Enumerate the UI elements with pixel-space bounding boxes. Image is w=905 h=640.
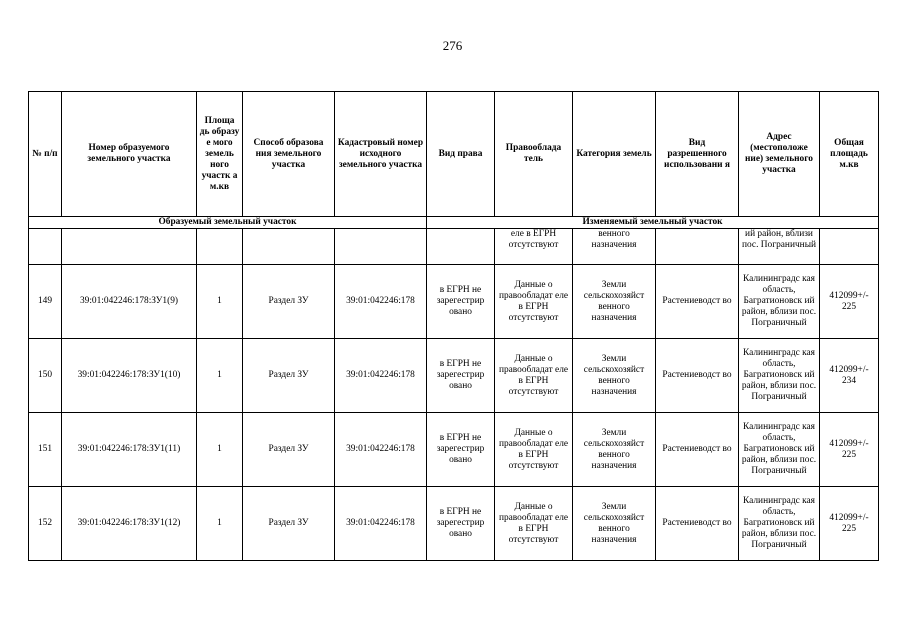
table-cell: 412099+/- 225 <box>820 487 879 561</box>
table-cell: 412099+/- 225 <box>820 265 879 339</box>
table-cell: 39:01:042246:178:ЗУ1(9) <box>62 265 197 339</box>
table-cell: Калининградс кая область, Багратионовск ий район, вблизи пос. Пограничный <box>739 487 820 561</box>
header-cell: Кадастровый номер исходного земельного участка <box>335 92 427 217</box>
section-label-formed: Образуемый земельный участок <box>29 217 427 229</box>
table-cell: Калининградс кая область, Багратионовск ий район, вблизи пос. Пограничный <box>739 339 820 413</box>
table-cell: 39:01:042246:178 <box>335 265 427 339</box>
table-cell: Раздел ЗУ <box>243 413 335 487</box>
table-cell: в ЕГРН не зарегестрир овано <box>427 339 495 413</box>
table-cell: Данные о правообладат еле в ЕГРН отсутствуют <box>495 339 573 413</box>
table-cell: Растениеводст во <box>656 487 739 561</box>
table-cell: в ЕГРН не зарегестрир овано <box>427 413 495 487</box>
table-cell: Растениеводст во <box>656 413 739 487</box>
header-cell: Номер образуемого земельного участка <box>62 92 197 217</box>
header-cell: Категория земель <box>573 92 656 217</box>
table-cell: в ЕГРН не зарегестрир овано <box>427 487 495 561</box>
header-cell: Вид права <box>427 92 495 217</box>
table-cell: 1 <box>197 265 243 339</box>
land-plots-table <box>28 91 879 561</box>
table-cell: Растениеводст во <box>656 265 739 339</box>
table-cell: Земли сельскохозяйст венного назначения <box>573 339 656 413</box>
table-cell: Раздел ЗУ <box>243 265 335 339</box>
continuation-row <box>29 229 879 265</box>
table-cell <box>335 229 427 265</box>
table-cell: 412099+/- 234 <box>820 339 879 413</box>
table-cell: венного назначения <box>573 229 656 265</box>
table-cell <box>427 229 495 265</box>
table-cell: 1 <box>197 339 243 413</box>
table-cell: Калининградс кая область, Багратионовск ий район, вблизи пос. Пограничный <box>739 413 820 487</box>
table-cell: 39:01:042246:178:ЗУ1(11) <box>62 413 197 487</box>
table-cell: 151 <box>29 413 62 487</box>
header-cell: Адрес (местоположе ние) земельного участка <box>739 92 820 217</box>
table-cell: Данные о правообладат еле в ЕГРН отсутствуют <box>495 413 573 487</box>
header-cell: Площа дь образу е мого земель ного участк а м.кв <box>197 92 243 217</box>
table-cell: 152 <box>29 487 62 561</box>
section-label-changed: Изменяемый земельный участок <box>427 217 879 229</box>
table-row <box>29 265 879 339</box>
table-cell: Калининградс кая область, Багратионовск ий район, вблизи пос. Пограничный <box>739 265 820 339</box>
table-cell: Раздел ЗУ <box>243 487 335 561</box>
header-cell: Способ образова ния земельного участка <box>243 92 335 217</box>
table-cell: 1 <box>197 487 243 561</box>
table-cell <box>243 229 335 265</box>
table-cell: в ЕГРН не зарегестрир овано <box>427 265 495 339</box>
table-cell: Данные о правообладат еле в ЕГРН отсутствуют <box>495 487 573 561</box>
page-number: 276 <box>442 38 463 53</box>
table-cell: 39:01:042246:178 <box>335 487 427 561</box>
table-cell: Растениеводст во <box>656 339 739 413</box>
table-cell <box>197 229 243 265</box>
table-cell: 149 <box>29 265 62 339</box>
table-cell: 39:01:042246:178 <box>335 339 427 413</box>
table-cell: Земли сельскохозяйст венного назначения <box>573 265 656 339</box>
table-cell: Данные о правообладат еле в ЕГРН отсутствуют <box>495 265 573 339</box>
table-cell: Земли сельскохозяйст венного назначения <box>573 487 656 561</box>
table-cell: еле в ЕГРН отсутствуют <box>495 229 573 265</box>
header-cell: Вид разрешенного использовани я <box>656 92 739 217</box>
header-cell: Общая площадь м.кв <box>820 92 879 217</box>
table-cell: 39:01:042246:178 <box>335 413 427 487</box>
table-cell <box>820 229 879 265</box>
table-header-row <box>29 92 879 217</box>
table-cell <box>656 229 739 265</box>
table-cell: 1 <box>197 413 243 487</box>
header-cell: № п/п <box>29 92 62 217</box>
section-row <box>29 217 879 229</box>
table-row <box>29 339 879 413</box>
table-cell: 150 <box>29 339 62 413</box>
table-cell <box>29 229 62 265</box>
table-cell: 412099+/- 225 <box>820 413 879 487</box>
table-row <box>29 487 879 561</box>
table-cell: ий район, вблизи пос. Пограничный <box>739 229 820 265</box>
table-cell: 39:01:042246:178:ЗУ1(10) <box>62 339 197 413</box>
table-row <box>29 413 879 487</box>
table-cell <box>62 229 197 265</box>
table-cell: 39:01:042246:178:ЗУ1(12) <box>62 487 197 561</box>
header-cell: Правооблада тель <box>495 92 573 217</box>
table-cell: Раздел ЗУ <box>243 339 335 413</box>
table-cell: Земли сельскохозяйст венного назначения <box>573 413 656 487</box>
